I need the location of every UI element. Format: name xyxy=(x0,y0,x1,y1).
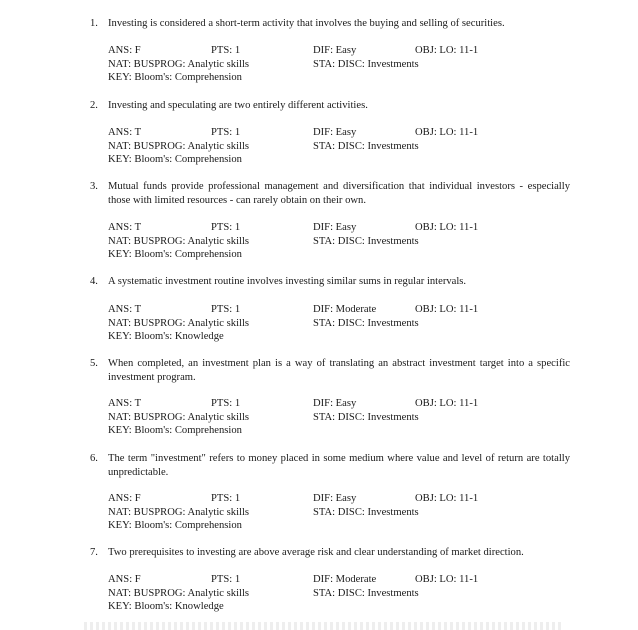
points: PTS: 1 xyxy=(211,127,241,138)
difficulty: DIF: Easy xyxy=(313,127,357,138)
question-number: 3. xyxy=(90,181,98,192)
national-standard: NAT: BUSPROG: Analytic skills xyxy=(108,235,250,247)
question-7 xyxy=(90,546,570,560)
difficulty: DIF: Moderate xyxy=(313,304,377,315)
top-cut-remnant xyxy=(72,0,132,3)
key-bloom: KEY: Bloom's: Comprehension xyxy=(108,425,242,436)
answer-meta-4 xyxy=(108,303,528,344)
question-number: 4. xyxy=(90,276,98,287)
state-standard: STA: DISC: Investments xyxy=(313,140,419,152)
next-question-cutoff xyxy=(84,622,564,630)
answer: ANS: T xyxy=(108,304,142,315)
question-text: Investing and speculating are two entirely different activities. xyxy=(108,100,368,111)
question-1 xyxy=(90,17,570,31)
key-bloom: KEY: Bloom's: Comprehension xyxy=(108,154,242,165)
national-standard: NAT: BUSPROG: Analytic skills xyxy=(108,411,250,423)
difficulty: DIF: Easy xyxy=(313,398,357,409)
state-standard: STA: DISC: Investments xyxy=(313,317,419,329)
question-2 xyxy=(90,99,570,113)
question-5 xyxy=(90,357,570,385)
objective: OBJ: LO: 11-1 xyxy=(415,493,479,504)
answer-meta-2 xyxy=(108,126,528,167)
points: PTS: 1 xyxy=(211,222,241,233)
question-text: The term "investment" refers to money placed in some medium where value and level of return are totally unpredictable. xyxy=(108,453,570,478)
state-standard: STA: DISC: Investments xyxy=(313,587,419,599)
points: PTS: 1 xyxy=(211,398,241,409)
question-number: 6. xyxy=(90,453,98,464)
national-standard: NAT: BUSPROG: Analytic skills xyxy=(108,58,250,70)
question-number: 5. xyxy=(90,358,98,369)
key-bloom: KEY: Bloom's: Comprehension xyxy=(108,249,242,260)
national-standard: NAT: BUSPROG: Analytic skills xyxy=(108,140,250,152)
question-text: Two prerequisites to investing are above average risk and clear understanding of market direction. xyxy=(108,547,524,558)
answer: ANS: F xyxy=(108,493,141,504)
state-standard: STA: DISC: Investments xyxy=(313,411,419,423)
difficulty: DIF: Moderate xyxy=(313,574,377,585)
objective: OBJ: LO: 11-1 xyxy=(415,127,479,138)
state-standard: STA: DISC: Investments xyxy=(313,58,419,70)
points: PTS: 1 xyxy=(211,493,241,504)
objective: OBJ: LO: 11-1 xyxy=(415,45,479,56)
state-standard: STA: DISC: Investments xyxy=(313,506,419,518)
question-6 xyxy=(90,452,570,480)
question-3 xyxy=(90,180,570,208)
key-bloom: KEY: Bloom's: Comprehension xyxy=(108,72,242,83)
question-number: 2. xyxy=(90,100,98,111)
answer: ANS: F xyxy=(108,574,141,585)
key-bloom: KEY: Bloom's: Comprehension xyxy=(108,520,242,531)
national-standard: NAT: BUSPROG: Analytic skills xyxy=(108,317,250,329)
difficulty: DIF: Easy xyxy=(313,45,357,56)
question-number: 7. xyxy=(90,547,98,558)
key-bloom: KEY: Bloom's: Knowledge xyxy=(108,601,224,612)
points: PTS: 1 xyxy=(211,45,241,56)
answer-meta-7 xyxy=(108,573,528,614)
objective: OBJ: LO: 11-1 xyxy=(415,574,479,585)
objective: OBJ: LO: 11-1 xyxy=(415,304,479,315)
answer-meta-1 xyxy=(108,44,528,85)
national-standard: NAT: BUSPROG: Analytic skills xyxy=(108,587,250,599)
answer: ANS: T xyxy=(108,127,142,138)
question-number: 1. xyxy=(90,18,98,29)
state-standard: STA: DISC: Investments xyxy=(313,235,419,247)
objective: OBJ: LO: 11-1 xyxy=(415,398,479,409)
question-text: Investing is considered a short-term activity that involves the buying and selling of securities. xyxy=(108,18,505,29)
answer: ANS: F xyxy=(108,45,141,56)
question-text: A systematic investment routine involves investing similar sums in regular intervals. xyxy=(108,276,467,287)
national-standard: NAT: BUSPROG: Analytic skills xyxy=(108,506,250,518)
answer-meta-3 xyxy=(108,221,528,262)
key-bloom: KEY: Bloom's: Knowledge xyxy=(108,331,224,342)
question-4 xyxy=(90,275,570,289)
points: PTS: 1 xyxy=(211,304,241,315)
question-text: When completed, an investment plan is a way of translating an abstract investment target into a specific investment program. xyxy=(108,358,570,383)
objective: OBJ: LO: 11-1 xyxy=(415,222,479,233)
difficulty: DIF: Easy xyxy=(313,222,357,233)
question-text: Mutual funds provide professional management and diversification that individual investors - especially those with limited resources - can rarely obtain on their own. xyxy=(108,181,570,206)
answer: ANS: T xyxy=(108,222,142,233)
points: PTS: 1 xyxy=(211,574,241,585)
answer: ANS: T xyxy=(108,398,142,409)
answer-meta-5 xyxy=(108,397,528,438)
difficulty: DIF: Easy xyxy=(313,493,357,504)
answer-meta-6 xyxy=(108,492,528,533)
